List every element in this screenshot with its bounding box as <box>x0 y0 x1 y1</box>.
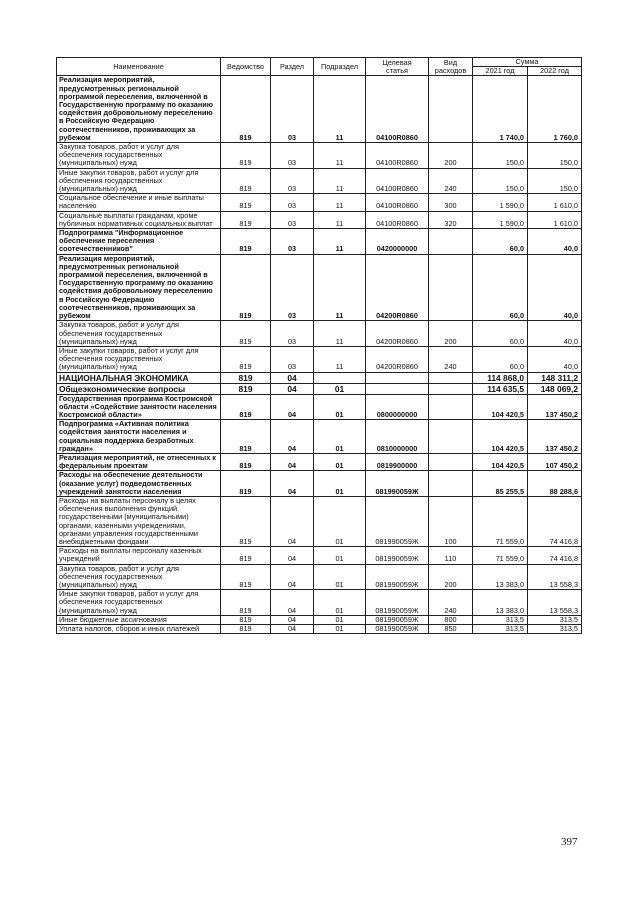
row-dept: 819 <box>221 194 271 211</box>
row-subsection: 11 <box>314 143 366 169</box>
row-sum-2021: 150,0 <box>473 143 528 169</box>
row-subsection: 01 <box>314 420 366 454</box>
header-year-2022: 2022 год <box>528 67 582 76</box>
row-exp-type <box>429 76 473 143</box>
table-row <box>57 420 582 454</box>
row-sum-2021: 104 420,5 <box>473 420 528 454</box>
row-name: Уплата налогов, сборов и иных платежей <box>57 625 221 634</box>
table-row <box>57 590 582 616</box>
row-name: Социальные выплаты гражданам, кроме публичных нормативных социальных выплат <box>57 211 221 228</box>
row-section: 04 <box>271 590 314 616</box>
budget-sheet <box>56 57 581 634</box>
row-dept: 819 <box>221 76 271 143</box>
row-exp-type: 240 <box>429 168 473 194</box>
row-sum-2022: 137 450,2 <box>528 420 582 454</box>
row-sum-2022: 148 069,2 <box>528 383 582 394</box>
row-sum-2021: 1 740,0 <box>473 76 528 143</box>
table-row <box>57 471 582 497</box>
row-exp-type <box>429 471 473 497</box>
row-exp-type <box>429 229 473 255</box>
row-sum-2021: 150,0 <box>473 168 528 194</box>
row-section: 04 <box>271 394 314 420</box>
row-sum-2021: 60,0 <box>473 321 528 347</box>
row-dept: 819 <box>221 168 271 194</box>
table-row <box>57 496 582 546</box>
row-section: 04 <box>271 547 314 564</box>
row-sum-2022: 40,0 <box>528 254 582 321</box>
table-row <box>57 168 582 194</box>
row-sum-2022: 1 610,0 <box>528 211 582 228</box>
row-sum-2021: 104 420,5 <box>473 453 528 470</box>
row-exp-type: 850 <box>429 625 473 634</box>
row-subsection: 11 <box>314 168 366 194</box>
row-sum-2022: 40,0 <box>528 229 582 255</box>
row-section: 03 <box>271 321 314 347</box>
row-sum-2022: 148 311,2 <box>528 372 582 383</box>
row-sum-2022: 150,0 <box>528 168 582 194</box>
row-subsection: 11 <box>314 321 366 347</box>
row-target: 081990059Ж <box>366 590 429 616</box>
row-dept: 819 <box>221 615 271 624</box>
row-target: 081990059Ж <box>366 496 429 546</box>
row-target: 081990059Ж <box>366 615 429 624</box>
header-subsection: Подраздел <box>314 58 366 76</box>
table-row <box>57 229 582 255</box>
row-name: Реализация мероприятий, не отнесенных к федеральным проектам <box>57 453 221 470</box>
row-subsection <box>314 372 366 383</box>
row-exp-type: 320 <box>429 211 473 228</box>
row-name: Общеэкономические вопросы <box>57 383 221 394</box>
row-sum-2022: 313,5 <box>528 625 582 634</box>
row-subsection: 11 <box>314 346 366 372</box>
row-section: 04 <box>271 625 314 634</box>
row-name: Иные закупки товаров, работ и услуг для обеспечения государственных (муниципальных) нужд <box>57 168 221 194</box>
row-sum-2022: 88 288,6 <box>528 471 582 497</box>
row-target: 04100R0860 <box>366 194 429 211</box>
row-sum-2022: 40,0 <box>528 346 582 372</box>
row-target: 081990059Ж <box>366 471 429 497</box>
header-dept: Ведомство <box>221 58 271 76</box>
table-row <box>57 625 582 634</box>
table-header <box>57 58 582 76</box>
row-exp-type: 110 <box>429 547 473 564</box>
row-dept: 819 <box>221 346 271 372</box>
row-name: Расходы на обеспечение деятельности (оказание услуг) подведомственных учреждений занятости населения <box>57 471 221 497</box>
table-row <box>57 211 582 228</box>
row-exp-type <box>429 383 473 394</box>
table-row <box>57 372 582 383</box>
row-name: Расходы на выплаты персоналу казенных учреждений <box>57 547 221 564</box>
row-target: 04100R0860 <box>366 168 429 194</box>
table-row <box>57 453 582 470</box>
row-subsection: 01 <box>314 453 366 470</box>
row-sum-2021: 71 559,0 <box>473 496 528 546</box>
row-target: 04200R0860 <box>366 321 429 347</box>
row-subsection: 01 <box>314 590 366 616</box>
table-body <box>57 76 582 634</box>
row-subsection: 01 <box>314 615 366 624</box>
row-dept: 819 <box>221 321 271 347</box>
row-name: Закупка товаров, работ и услуг для обеспечения государственных (муниципальных) нужд <box>57 321 221 347</box>
row-sum-2021: 313,5 <box>473 615 528 624</box>
row-sum-2021: 114 868,0 <box>473 372 528 383</box>
row-dept: 819 <box>221 453 271 470</box>
row-subsection: 11 <box>314 254 366 321</box>
row-target <box>366 372 429 383</box>
row-exp-type <box>429 254 473 321</box>
row-name: Закупка товаров, работ и услуг для обеспечения государственных (муниципальных) нужд <box>57 564 221 590</box>
row-subsection: 01 <box>314 496 366 546</box>
row-name: НАЦИОНАЛЬНАЯ ЭКОНОМИКА <box>57 372 221 383</box>
row-dept: 819 <box>221 547 271 564</box>
header-name: Наименование <box>57 58 221 76</box>
row-sum-2021: 1 590,0 <box>473 211 528 228</box>
row-name: Расходы на выплаты персоналу в целях обеспечения выполнения функций государственными (муниципальными) органами, казенными учреждениями, органами управления государственными внебюджетными фондами <box>57 496 221 546</box>
row-exp-type: 300 <box>429 194 473 211</box>
row-subsection: 01 <box>314 383 366 394</box>
row-name: Иные закупки товаров, работ и услуг для обеспечения государственных (муниципальных) нужд <box>57 590 221 616</box>
row-subsection: 01 <box>314 471 366 497</box>
row-exp-type: 800 <box>429 615 473 624</box>
row-sum-2021: 60,0 <box>473 254 528 321</box>
row-dept: 819 <box>221 394 271 420</box>
row-subsection: 11 <box>314 211 366 228</box>
row-section: 03 <box>271 211 314 228</box>
table-row <box>57 383 582 394</box>
row-target: 081990059Ж <box>366 625 429 634</box>
row-name: Государственная программа Костромской области «Содействие занятости населения Костромской области» <box>57 394 221 420</box>
row-exp-type <box>429 394 473 420</box>
row-sum-2022: 107 450,2 <box>528 453 582 470</box>
row-section: 04 <box>271 564 314 590</box>
row-exp-type: 200 <box>429 143 473 169</box>
row-sum-2022: 13 558,3 <box>528 590 582 616</box>
row-target: 0800000000 <box>366 394 429 420</box>
budget-table <box>56 57 582 634</box>
header-sum: Сумма <box>473 58 582 67</box>
row-sum-2021: 313,5 <box>473 625 528 634</box>
row-exp-type: 200 <box>429 564 473 590</box>
table-row <box>57 394 582 420</box>
row-sum-2021: 60,0 <box>473 229 528 255</box>
row-name: Реализация мероприятий, предусмотренных региональной программой переселения, включенной в Государственную программу по оказанию содействия добровольному переселению в Российскую Федерацию соотечественников, проживающих за рубежом <box>57 254 221 321</box>
row-dept: 819 <box>221 590 271 616</box>
row-sum-2021: 1 590,0 <box>473 194 528 211</box>
row-section: 04 <box>271 496 314 546</box>
row-dept: 819 <box>221 254 271 321</box>
page-number: 397 <box>561 836 578 848</box>
row-section: 04 <box>271 372 314 383</box>
row-dept: 819 <box>221 420 271 454</box>
row-exp-type: 200 <box>429 321 473 347</box>
row-exp-type <box>429 453 473 470</box>
row-name: Иные бюджетные ассигнования <box>57 615 221 624</box>
row-sum-2022: 74 416,8 <box>528 547 582 564</box>
row-subsection: 01 <box>314 394 366 420</box>
row-sum-2022: 40,0 <box>528 321 582 347</box>
row-dept: 819 <box>221 229 271 255</box>
header-year-2021: 2021 год <box>473 67 528 76</box>
row-dept: 819 <box>221 211 271 228</box>
row-sum-2022: 13 558,3 <box>528 564 582 590</box>
row-sum-2021: 114 635,5 <box>473 383 528 394</box>
row-exp-type <box>429 420 473 454</box>
table-row <box>57 254 582 321</box>
row-target: 04100R0860 <box>366 143 429 169</box>
row-section: 03 <box>271 143 314 169</box>
table-row <box>57 143 582 169</box>
row-section: 04 <box>271 471 314 497</box>
row-dept: 819 <box>221 564 271 590</box>
row-name: Социальное обеспечение и иные выплаты населению <box>57 194 221 211</box>
row-sum-2021: 85 255,5 <box>473 471 528 497</box>
row-sum-2022: 313,5 <box>528 615 582 624</box>
row-section: 04 <box>271 453 314 470</box>
row-target: 081990059Ж <box>366 564 429 590</box>
row-target: 04200R0860 <box>366 346 429 372</box>
row-dept: 819 <box>221 496 271 546</box>
header-section: Раздел <box>271 58 314 76</box>
row-subsection: 11 <box>314 229 366 255</box>
row-target: 04100R0860 <box>366 76 429 143</box>
row-section: 03 <box>271 76 314 143</box>
row-target: 0420000000 <box>366 229 429 255</box>
row-sum-2022: 74 416,8 <box>528 496 582 546</box>
row-sum-2021: 13 383,0 <box>473 564 528 590</box>
row-section: 03 <box>271 194 314 211</box>
row-sum-2022: 1 760,0 <box>528 76 582 143</box>
row-name: Иные закупки товаров, работ и услуг для обеспечения государственных (муниципальных) нужд <box>57 346 221 372</box>
row-dept: 819 <box>221 143 271 169</box>
row-section: 04 <box>271 615 314 624</box>
row-sum-2021: 13 383,0 <box>473 590 528 616</box>
row-target: 0810000000 <box>366 420 429 454</box>
row-section: 03 <box>271 346 314 372</box>
row-subsection: 01 <box>314 625 366 634</box>
header-target: Целевая статья <box>366 58 429 76</box>
row-target: 0819900000 <box>366 453 429 470</box>
row-exp-type: 100 <box>429 496 473 546</box>
table-row <box>57 564 582 590</box>
row-sum-2022: 1 610,0 <box>528 194 582 211</box>
table-row <box>57 194 582 211</box>
table-row <box>57 346 582 372</box>
row-sum-2022: 137 450,2 <box>528 394 582 420</box>
row-section: 03 <box>271 254 314 321</box>
header-exp-type: Вид расходов <box>429 58 473 76</box>
row-dept: 819 <box>221 625 271 634</box>
row-target: 04200R0860 <box>366 254 429 321</box>
row-subsection: 11 <box>314 76 366 143</box>
row-name: Закупка товаров, работ и услуг для обеспечения государственных (муниципальных) нужд <box>57 143 221 169</box>
row-exp-type: 240 <box>429 590 473 616</box>
row-target <box>366 383 429 394</box>
row-dept: 819 <box>221 471 271 497</box>
table-row <box>57 76 582 143</box>
row-target: 081990059Ж <box>366 547 429 564</box>
row-target: 04100R0860 <box>366 211 429 228</box>
row-exp-type: 240 <box>429 346 473 372</box>
row-section: 03 <box>271 229 314 255</box>
row-dept: 819 <box>221 383 271 394</box>
table-row <box>57 547 582 564</box>
row-exp-type <box>429 372 473 383</box>
row-name: Подпрограмма «Активная политика содействия занятости населения и социальная поддержка безработных граждан» <box>57 420 221 454</box>
row-subsection: 01 <box>314 547 366 564</box>
row-section: 04 <box>271 383 314 394</box>
row-dept: 819 <box>221 372 271 383</box>
row-sum-2021: 71 559,0 <box>473 547 528 564</box>
row-name: Реализация мероприятий, предусмотренных региональной программой переселения, включенной в Государственную программу по оказанию содействия добровольному переселению в Российскую Федерацию соотечественников, проживающих за рубежом <box>57 76 221 143</box>
row-sum-2022: 150,0 <box>528 143 582 169</box>
row-section: 04 <box>271 420 314 454</box>
row-sum-2021: 60,0 <box>473 346 528 372</box>
row-section: 03 <box>271 168 314 194</box>
row-sum-2021: 104 420,5 <box>473 394 528 420</box>
table-row <box>57 321 582 347</box>
row-subsection: 01 <box>314 564 366 590</box>
row-name: Подпрограмма "Информационное обеспечение переселения соотечественников" <box>57 229 221 255</box>
row-subsection: 11 <box>314 194 366 211</box>
